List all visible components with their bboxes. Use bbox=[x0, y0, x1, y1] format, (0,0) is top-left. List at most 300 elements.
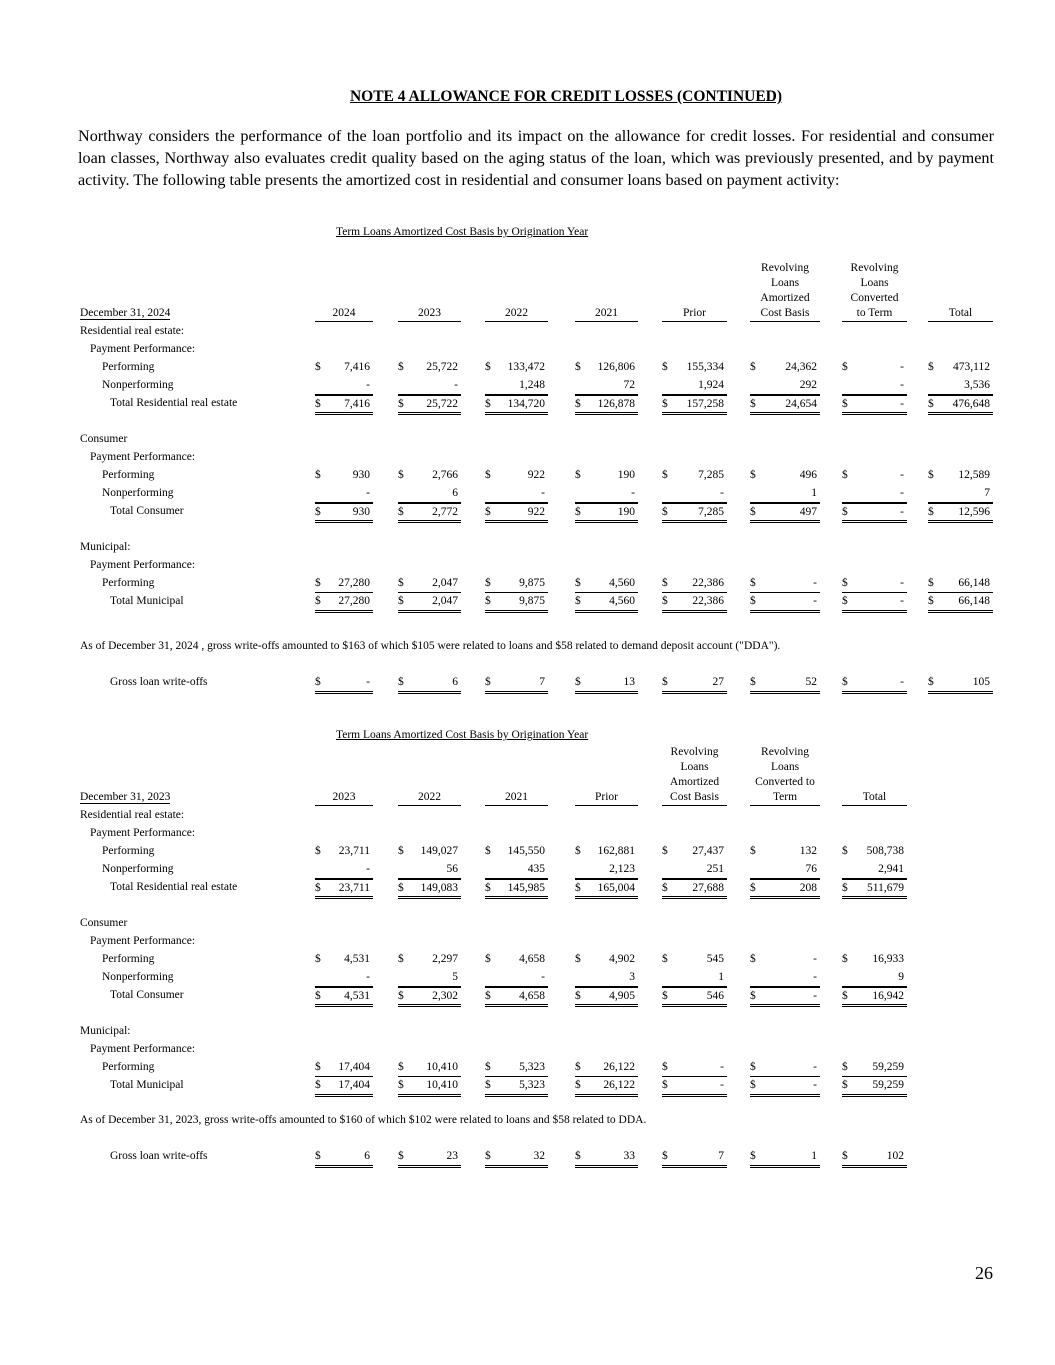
table-cell bbox=[750, 595, 820, 613]
table-cell bbox=[485, 395, 548, 415]
dollar-sign: $ bbox=[750, 1061, 756, 1073]
table-cell bbox=[928, 487, 993, 503]
cell-value: - bbox=[813, 1061, 817, 1073]
section-label bbox=[80, 809, 995, 825]
table-row bbox=[80, 1079, 995, 1095]
cell-value: 26,122 bbox=[603, 1061, 635, 1073]
row-label: Gross loan write-offs bbox=[110, 1150, 208, 1162]
cell-value: 25,722 bbox=[426, 361, 458, 373]
dollar-sign: $ bbox=[842, 1079, 848, 1091]
dollar-sign: $ bbox=[842, 1061, 848, 1073]
table-cell bbox=[398, 361, 461, 376]
table-cell bbox=[842, 676, 907, 694]
table-cell bbox=[575, 845, 638, 860]
cell-value: 76 bbox=[805, 863, 817, 875]
cell-value: 24,362 bbox=[785, 361, 817, 373]
dollar-sign: $ bbox=[398, 882, 404, 894]
table-cell bbox=[315, 987, 373, 1007]
dollar-sign: $ bbox=[398, 577, 404, 589]
table-cell bbox=[662, 595, 727, 613]
table-cell bbox=[750, 987, 820, 1007]
cell-value: 9,875 bbox=[519, 577, 545, 589]
table-cell bbox=[315, 676, 373, 694]
row-label: Consumer bbox=[80, 433, 128, 445]
row-label: Payment Performance: bbox=[90, 935, 196, 947]
dollar-sign: $ bbox=[750, 577, 756, 589]
cell-value: - bbox=[900, 361, 904, 373]
dollar-sign: $ bbox=[485, 361, 491, 373]
dollar-sign: $ bbox=[842, 398, 848, 410]
dollar-sign: $ bbox=[315, 676, 321, 688]
dollar-sign: $ bbox=[398, 953, 404, 965]
table-cell bbox=[315, 1061, 373, 1077]
table-row bbox=[80, 863, 995, 879]
table-cell bbox=[485, 971, 548, 987]
dollar-sign: $ bbox=[842, 361, 848, 373]
table-cell bbox=[575, 953, 638, 968]
cell-value: 208 bbox=[799, 882, 817, 894]
cell-value: - bbox=[900, 506, 904, 518]
cell-value: 23,711 bbox=[338, 882, 370, 894]
cell-value: 6 bbox=[452, 676, 458, 688]
table-cell bbox=[842, 1061, 907, 1077]
table-cell bbox=[398, 595, 461, 613]
dollar-sign: $ bbox=[842, 676, 848, 688]
table-row bbox=[80, 397, 995, 413]
dollar-sign: $ bbox=[398, 595, 404, 607]
cell-value: 5,323 bbox=[519, 1079, 545, 1091]
table-cell bbox=[750, 379, 820, 395]
cell-value: 1,924 bbox=[698, 379, 724, 391]
writeoff-note: As of December 31, 2024 , gross write-offs amounted to $163 of which $105 were related to loans and $58 related to demand deposit account ("DDA"). bbox=[80, 640, 781, 652]
cell-value: - bbox=[366, 971, 370, 983]
dollar-sign: $ bbox=[398, 990, 404, 1002]
table-row bbox=[80, 881, 995, 897]
cell-value: 5 bbox=[452, 971, 458, 983]
dollar-sign: $ bbox=[575, 506, 581, 518]
cell-value: - bbox=[541, 971, 545, 983]
section-label bbox=[80, 523, 995, 539]
table-row bbox=[80, 577, 995, 593]
row-label: Total Residential real estate bbox=[110, 397, 238, 409]
cell-value: 496 bbox=[799, 469, 817, 481]
table-cell bbox=[485, 1079, 548, 1097]
cell-value: - bbox=[366, 676, 370, 688]
table-cell bbox=[398, 577, 461, 593]
dollar-sign: $ bbox=[662, 990, 668, 1002]
dollar-sign: $ bbox=[485, 1079, 491, 1091]
dollar-sign: $ bbox=[928, 676, 934, 688]
cell-value: - bbox=[813, 990, 817, 1002]
dollar-sign: $ bbox=[842, 469, 848, 481]
table-cell bbox=[315, 1150, 373, 1168]
dollar-sign: $ bbox=[398, 506, 404, 518]
dollar-sign: $ bbox=[575, 990, 581, 1002]
section-label bbox=[80, 541, 995, 557]
cell-value: - bbox=[900, 469, 904, 481]
table-cell bbox=[842, 863, 907, 879]
cell-value: 59,259 bbox=[872, 1079, 904, 1091]
table-row bbox=[80, 953, 995, 969]
cell-value: 12,596 bbox=[958, 506, 990, 518]
table-cell bbox=[750, 361, 820, 376]
dollar-sign: $ bbox=[662, 1079, 668, 1091]
table-cell bbox=[750, 577, 820, 593]
table-cell bbox=[842, 469, 907, 484]
cell-value: 251 bbox=[706, 863, 724, 875]
row-label: Nonperforming bbox=[102, 487, 174, 499]
section-label bbox=[80, 827, 995, 843]
table-row bbox=[80, 1061, 995, 1077]
cell-value: 132 bbox=[799, 845, 817, 857]
page-number: 26 bbox=[975, 1263, 993, 1283]
dollar-sign: $ bbox=[315, 990, 321, 1002]
table-date-label: December 31, 2024 bbox=[80, 307, 171, 319]
table-cell bbox=[928, 361, 993, 376]
dollar-sign: $ bbox=[485, 676, 491, 688]
table-cell bbox=[398, 487, 461, 503]
dollar-sign: $ bbox=[485, 990, 491, 1002]
cell-value: 25,722 bbox=[426, 398, 458, 410]
cell-value: 4,902 bbox=[609, 953, 635, 965]
cell-value: - bbox=[631, 487, 635, 499]
cell-value: 930 bbox=[352, 506, 370, 518]
cell-value: 33 bbox=[623, 1150, 635, 1162]
table-cell bbox=[842, 577, 907, 593]
table-cell bbox=[662, 953, 727, 968]
row-label: Total Consumer bbox=[110, 989, 184, 1001]
dollar-sign: $ bbox=[928, 469, 934, 481]
cell-value: 2,766 bbox=[432, 469, 458, 481]
cell-value: 162,881 bbox=[597, 845, 635, 857]
table-cell bbox=[315, 863, 373, 879]
cell-value: 4,531 bbox=[344, 953, 370, 965]
dollar-sign: $ bbox=[485, 845, 491, 857]
table-cell bbox=[662, 863, 727, 879]
cell-value: - bbox=[900, 595, 904, 607]
table-cell bbox=[315, 503, 373, 523]
table-row bbox=[80, 379, 995, 395]
section-label bbox=[80, 559, 995, 575]
cell-value: 157,258 bbox=[686, 398, 724, 410]
table-cell bbox=[842, 503, 907, 523]
table-cell bbox=[842, 971, 907, 987]
dollar-sign: $ bbox=[485, 577, 491, 589]
dollar-sign: $ bbox=[485, 1150, 491, 1162]
dollar-sign: $ bbox=[485, 469, 491, 481]
cell-value: 2,772 bbox=[432, 506, 458, 518]
dollar-sign: $ bbox=[575, 577, 581, 589]
row-label: Performing bbox=[102, 953, 155, 965]
table-cell bbox=[485, 503, 548, 523]
cell-value: 2,047 bbox=[432, 595, 458, 607]
row-label: Performing bbox=[102, 1061, 155, 1073]
dollar-sign: $ bbox=[750, 398, 756, 410]
column-header: Revolving Loans Amortized Cost Basis bbox=[750, 261, 820, 322]
cell-value: 9 bbox=[898, 971, 904, 983]
table-cell bbox=[842, 595, 907, 613]
cell-value: 133,472 bbox=[507, 361, 545, 373]
table-cell bbox=[398, 953, 461, 968]
cell-value: 16,933 bbox=[872, 953, 904, 965]
cell-value: 2,047 bbox=[432, 577, 458, 589]
row-label: Gross loan write-offs bbox=[110, 676, 208, 688]
column-header: 2024 bbox=[315, 306, 373, 322]
dollar-sign: $ bbox=[485, 882, 491, 894]
cell-value: - bbox=[813, 577, 817, 589]
dollar-sign: $ bbox=[398, 469, 404, 481]
table-cell bbox=[750, 1079, 820, 1097]
cell-value: 1 bbox=[811, 1150, 817, 1162]
dollar-sign: $ bbox=[398, 361, 404, 373]
table-cell bbox=[750, 503, 820, 523]
dollar-sign: $ bbox=[575, 361, 581, 373]
cell-value: 72 bbox=[623, 379, 635, 391]
cell-value: 2,302 bbox=[432, 990, 458, 1002]
row-label: Performing bbox=[102, 845, 155, 857]
cell-value: 5,323 bbox=[519, 1061, 545, 1073]
dollar-sign: $ bbox=[928, 506, 934, 518]
dollar-sign: $ bbox=[662, 1150, 668, 1162]
cell-value: - bbox=[900, 398, 904, 410]
table-cell bbox=[485, 845, 548, 860]
table-row bbox=[80, 487, 995, 503]
cell-value: 7,416 bbox=[344, 398, 370, 410]
table-cell bbox=[485, 577, 548, 593]
cell-value: 56 bbox=[446, 863, 458, 875]
table-cell bbox=[398, 863, 461, 879]
table-cell bbox=[315, 595, 373, 613]
cell-value: 1 bbox=[718, 971, 724, 983]
cell-value: 10,410 bbox=[426, 1061, 458, 1073]
cell-value: 165,004 bbox=[597, 882, 635, 894]
cell-value: 292 bbox=[799, 379, 817, 391]
section-label bbox=[80, 1007, 995, 1023]
dollar-sign: $ bbox=[750, 676, 756, 688]
section-label bbox=[80, 935, 995, 951]
table-cell bbox=[750, 863, 820, 879]
cell-value: 545 bbox=[706, 953, 724, 965]
table-cell bbox=[485, 1061, 548, 1077]
table-cell bbox=[662, 469, 727, 484]
table-cell bbox=[575, 1150, 638, 1168]
dollar-sign: $ bbox=[575, 595, 581, 607]
table-row bbox=[80, 989, 995, 1005]
cell-value: 126,878 bbox=[597, 398, 635, 410]
dollar-sign: $ bbox=[750, 1150, 756, 1162]
table-cell bbox=[842, 395, 907, 415]
table-cell bbox=[662, 361, 727, 376]
table-cell bbox=[315, 1079, 373, 1097]
dollar-sign: $ bbox=[575, 845, 581, 857]
table-cell bbox=[575, 863, 638, 879]
cell-value: - bbox=[813, 971, 817, 983]
table-cell bbox=[485, 1150, 548, 1168]
row-label: Municipal: bbox=[80, 1025, 131, 1037]
cell-value: 17,404 bbox=[338, 1079, 370, 1091]
table-cell bbox=[398, 1150, 461, 1168]
cell-value: 2,123 bbox=[609, 863, 635, 875]
dollar-sign: $ bbox=[750, 845, 756, 857]
table-row bbox=[80, 361, 995, 377]
cell-value: 10,410 bbox=[426, 1079, 458, 1091]
dollar-sign: $ bbox=[662, 577, 668, 589]
table-caption: Term Loans Amortized Cost Basis by Origination Year bbox=[336, 729, 589, 741]
table-cell bbox=[750, 971, 820, 987]
table-cell bbox=[842, 879, 907, 899]
table-cell bbox=[398, 1061, 461, 1077]
dollar-sign: $ bbox=[315, 595, 321, 607]
column-header: 2023 bbox=[398, 306, 461, 322]
dollar-sign: $ bbox=[662, 398, 668, 410]
table-row bbox=[80, 469, 995, 485]
dollar-sign: $ bbox=[928, 577, 934, 589]
section-label bbox=[80, 415, 995, 431]
column-header: 2023 bbox=[315, 790, 373, 806]
table-cell bbox=[485, 953, 548, 968]
cell-value: 4,905 bbox=[609, 990, 635, 1002]
dollar-sign: $ bbox=[315, 469, 321, 481]
row-label: Payment Performance: bbox=[90, 451, 196, 463]
table-cell bbox=[662, 971, 727, 987]
dollar-sign: $ bbox=[750, 595, 756, 607]
dollar-sign: $ bbox=[315, 1079, 321, 1091]
dollar-sign: $ bbox=[662, 845, 668, 857]
dollar-sign: $ bbox=[315, 506, 321, 518]
cell-value: 930 bbox=[352, 469, 370, 481]
column-header: Total bbox=[928, 306, 993, 322]
table-cell bbox=[575, 676, 638, 694]
cell-value: 190 bbox=[617, 469, 635, 481]
table-cell bbox=[662, 577, 727, 593]
dollar-sign: $ bbox=[315, 953, 321, 965]
table-cell bbox=[315, 361, 373, 376]
cell-value: 7 bbox=[984, 487, 990, 499]
dollar-sign: $ bbox=[315, 1061, 321, 1073]
table-cell bbox=[485, 676, 548, 694]
cell-value: 3,536 bbox=[964, 379, 990, 391]
dollar-sign: $ bbox=[842, 845, 848, 857]
cell-value: 102 bbox=[886, 1150, 904, 1162]
table-cell bbox=[928, 395, 993, 415]
dollar-sign: $ bbox=[662, 361, 668, 373]
table-cell bbox=[485, 361, 548, 376]
table-cell bbox=[750, 953, 820, 968]
cell-value: 3 bbox=[629, 971, 635, 983]
cell-value: 1,248 bbox=[519, 379, 545, 391]
dollar-sign: $ bbox=[662, 595, 668, 607]
section-label bbox=[80, 433, 995, 449]
row-label: Municipal: bbox=[80, 541, 131, 553]
row-label: Payment Performance: bbox=[90, 827, 196, 839]
cell-value: 105 bbox=[972, 676, 990, 688]
cell-value: 508,738 bbox=[866, 845, 904, 857]
table-cell bbox=[315, 971, 373, 987]
table-cell bbox=[662, 987, 727, 1007]
cell-value: - bbox=[720, 1061, 724, 1073]
table-cell bbox=[575, 971, 638, 987]
table-row bbox=[80, 505, 995, 521]
table-cell bbox=[315, 879, 373, 899]
row-label: Residential real estate: bbox=[80, 809, 185, 821]
table-cell bbox=[662, 503, 727, 523]
cell-value: 4,560 bbox=[609, 595, 635, 607]
cell-value: 32 bbox=[533, 1150, 545, 1162]
table-cell bbox=[750, 845, 820, 860]
dollar-sign: $ bbox=[750, 990, 756, 1002]
table-date-label: December 31, 2023 bbox=[80, 791, 171, 803]
table-cell bbox=[928, 676, 993, 694]
cell-value: 23,711 bbox=[338, 845, 370, 857]
section-label bbox=[80, 325, 995, 341]
dollar-sign: $ bbox=[842, 577, 848, 589]
table-cell bbox=[398, 879, 461, 899]
cell-value: 2,297 bbox=[432, 953, 458, 965]
section-label bbox=[80, 1025, 995, 1041]
dollar-sign: $ bbox=[398, 1150, 404, 1162]
column-header: Prior bbox=[662, 306, 727, 322]
cell-value: 27,280 bbox=[338, 577, 370, 589]
column-header: Revolving Loans Amortized Cost Basis bbox=[662, 745, 727, 806]
cell-value: 7,285 bbox=[698, 469, 724, 481]
dollar-sign: $ bbox=[928, 361, 934, 373]
dollar-sign: $ bbox=[575, 1079, 581, 1091]
cell-value: - bbox=[366, 379, 370, 391]
table-cell bbox=[842, 487, 907, 503]
column-header: Revolving Loans Converted to Term bbox=[842, 261, 907, 322]
table-cell bbox=[485, 879, 548, 899]
table-cell bbox=[662, 1061, 727, 1077]
dollar-sign: $ bbox=[662, 506, 668, 518]
table-cell bbox=[750, 469, 820, 484]
cell-value: 7,416 bbox=[344, 361, 370, 373]
row-label: Total Municipal bbox=[110, 595, 184, 607]
row-label: Performing bbox=[102, 577, 155, 589]
table-cell bbox=[662, 879, 727, 899]
dollar-sign: $ bbox=[485, 595, 491, 607]
dollar-sign: $ bbox=[928, 595, 934, 607]
table-cell bbox=[315, 845, 373, 860]
intro-paragraph: Northway considers the performance of the loan portfolio and its impact on the allowance for credit losses. For residential and consumer loan classes, Northway also evaluates credit quality based on the aging status of the loan, which was previously presented, and by payment activity. The following table presents the amortized cost in residential and consumer loans based on payment activity: bbox=[78, 127, 994, 189]
dollar-sign: $ bbox=[928, 398, 934, 410]
dollar-sign: $ bbox=[575, 676, 581, 688]
dollar-sign: $ bbox=[662, 1061, 668, 1073]
dollar-sign: $ bbox=[575, 1150, 581, 1162]
dollar-sign: $ bbox=[575, 1061, 581, 1073]
row-label: Total Residential real estate bbox=[110, 881, 238, 893]
column-header: 2021 bbox=[485, 790, 548, 806]
cell-value: 4,531 bbox=[344, 990, 370, 1002]
table-cell bbox=[662, 1079, 727, 1097]
cell-value: 66,148 bbox=[958, 577, 990, 589]
cell-value: 7,285 bbox=[698, 506, 724, 518]
table-cell bbox=[575, 879, 638, 899]
row-label: Performing bbox=[102, 469, 155, 481]
table-cell bbox=[750, 487, 820, 503]
cell-value: 24,654 bbox=[785, 398, 817, 410]
cell-value: 66,148 bbox=[958, 595, 990, 607]
dollar-sign: $ bbox=[750, 1079, 756, 1091]
table-row bbox=[80, 971, 995, 987]
dollar-sign: $ bbox=[575, 398, 581, 410]
table-cell bbox=[928, 469, 993, 484]
cell-value: 6 bbox=[364, 1150, 370, 1162]
cell-value: 145,550 bbox=[507, 845, 545, 857]
cell-value: - bbox=[900, 577, 904, 589]
dollar-sign: $ bbox=[750, 361, 756, 373]
table-cell bbox=[485, 379, 548, 395]
cell-value: 190 bbox=[617, 506, 635, 518]
